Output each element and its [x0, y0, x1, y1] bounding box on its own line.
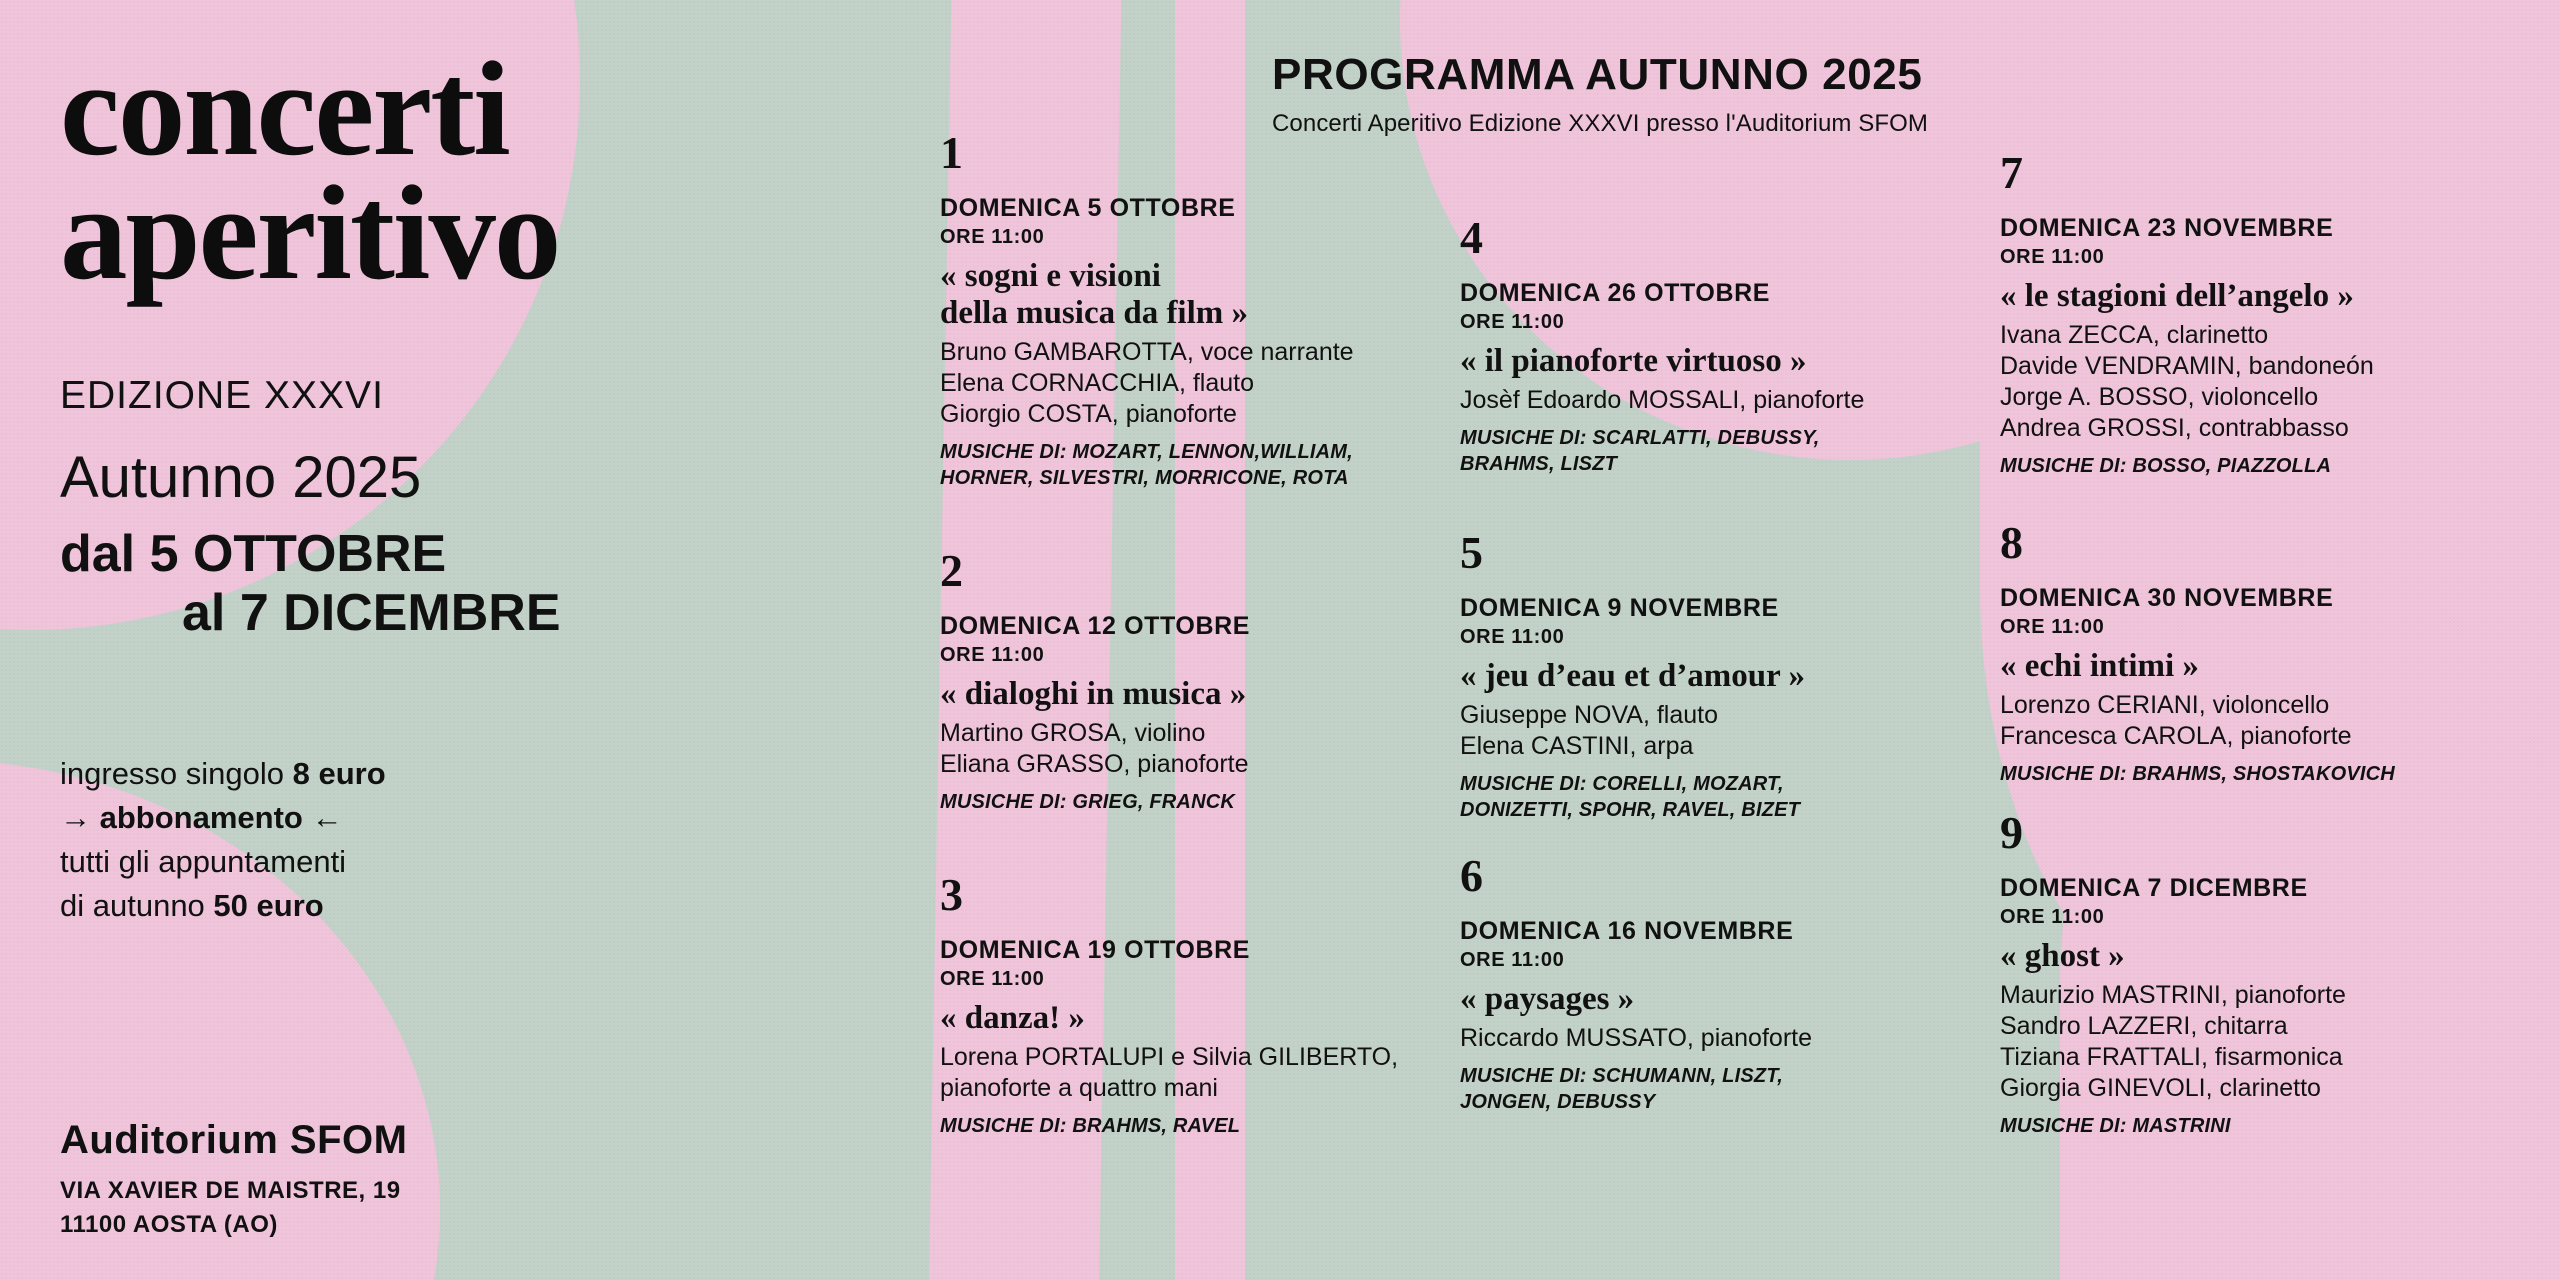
poster-title	[60, 35, 930, 309]
concert-music: MUSICHE DI: MOZART, LENNON,WILLIAM, HORNER, SILVESTRI, MORRICONE, ROTA	[940, 440, 1353, 489]
concert-time: ORE 11:00	[2000, 616, 2105, 638]
concert-performers: Bruno GAMBAROTTA, voce narrante Elena CORNACCHIA, flauto Giorgio COSTA, pianoforte	[940, 337, 1354, 428]
concert-music: MUSICHE DI: BOSSO, PIAZZOLLA	[2000, 454, 2332, 477]
concert-performers: Lorenzo CERIANI, violoncello Francesca CAROLA, pianoforte	[2000, 690, 2352, 750]
title-line-2: aperitivo	[60, 159, 560, 309]
concert-item	[1460, 850, 1930, 1115]
concert-number: 1	[940, 127, 963, 178]
concert-number: 8	[2000, 517, 2023, 568]
concert-number: 2	[940, 545, 963, 596]
concert-music: MUSICHE DI: SCARLATTI, DEBUSSY, BRAHMS, LISZT	[1460, 426, 1820, 475]
concert-number: 7	[2000, 147, 2023, 198]
concert-date: DOMENICA 7 DICEMBRE	[2000, 874, 2308, 902]
concert-music: MUSICHE DI: CORELLI, MOZART, DONIZETTI, SPOHR, RAVEL, BIZET	[1460, 772, 1801, 821]
edition-label: EDIZIONE XXXVI	[60, 374, 384, 418]
concert-time: ORE 11:00	[2000, 246, 2105, 268]
programme-header	[1272, 50, 1928, 138]
concert-name: « il pianoforte virtuoso »	[1460, 343, 1807, 379]
concert-date: DOMENICA 26 OTTOBRE	[1460, 279, 1771, 307]
concert-number: 3	[940, 869, 963, 920]
concert-item	[940, 545, 1410, 815]
concert-item	[940, 869, 1410, 1139]
concert-name: « le stagioni dell’angelo »	[2000, 278, 2354, 314]
concert-time: ORE 11:00	[1460, 311, 1565, 333]
concert-name: « dialoghi in musica »	[940, 676, 1247, 712]
concert-performers: Maurizio MASTRINI, pianoforte Sandro LAZZERI, chitarra Tiziana FRATTALI, fisarmonica Giorgia GINEVOLI, clarinetto	[2000, 980, 2346, 1102]
concert-performers: Martino GROSA, violino Eliana GRASSO, pianoforte	[940, 718, 1249, 778]
concert-number: 6	[1460, 850, 1483, 901]
concert-date: DOMENICA 12 OTTOBRE	[940, 612, 1251, 640]
concert-name: « danza! »	[940, 1000, 1085, 1036]
venue-city: 11100 AOSTA (AO)	[60, 1211, 278, 1238]
date-from: dal 5 OTTOBRE	[60, 525, 447, 584]
concert-date: DOMENICA 5 OTTOBRE	[940, 194, 1236, 222]
price-single-label: ingresso singolo	[60, 755, 293, 791]
pricing-block	[60, 752, 930, 928]
concert-name: « sogni e visioni della musica da film »	[940, 258, 1249, 331]
concert-name: « echi intimi »	[2000, 648, 2199, 684]
season-label: Autunno 2025	[60, 445, 422, 511]
concert-time: ORE 11:00	[940, 226, 1045, 248]
concert-time: ORE 11:00	[940, 644, 1045, 666]
subscription-line-2	[60, 884, 930, 928]
subscription-line-1: tutti gli appuntamenti	[60, 843, 347, 879]
concert-time: ORE 11:00	[1460, 626, 1565, 648]
concert-music: MUSICHE DI: MASTRINI	[2000, 1114, 2231, 1137]
price-single-row	[60, 752, 930, 796]
concert-grid	[940, 127, 2520, 1250]
concert-item	[1460, 527, 1930, 823]
concert-item	[2000, 517, 2470, 787]
venue-name: Auditorium SFOM	[60, 1118, 408, 1162]
concert-item	[940, 127, 1410, 491]
title-line-1: concerti	[60, 35, 509, 184]
subscription-price-value: 50 euro	[213, 887, 324, 923]
concert-time: ORE 11:00	[2000, 906, 2105, 928]
concert-name: « ghost »	[2000, 938, 2125, 974]
concert-performers: Lorena PORTALUPI e Silvia GILIBERTO, pianoforte a quattro mani	[940, 1042, 1399, 1102]
concert-music: MUSICHE DI: SCHUMANN, LISZT, JONGEN, DEBUSSY	[1460, 1064, 1783, 1113]
concert-number: 4	[1460, 212, 1483, 263]
venue-block	[60, 1118, 407, 1239]
concert-time: ORE 11:00	[1460, 949, 1565, 971]
concert-date: DOMENICA 9 NOVEMBRE	[1460, 594, 1779, 622]
concert-performers: Josèf Edoardo MOSSALI, pianoforte	[1460, 385, 1865, 414]
subscription-line-2-label: di autunno	[60, 887, 214, 923]
concert-name: « jeu d’eau et d’amour »	[1460, 658, 1805, 694]
concert-number: 5	[1460, 527, 1483, 578]
concert-performers: Ivana ZECCA, clarinetto Davide VENDRAMIN, bandoneón Jorge A. BOSSO, violoncello Andrea GROSSI, contrabbasso	[2000, 320, 2374, 442]
concert-item	[1460, 212, 1930, 477]
concert-music: MUSICHE DI: BRAHMS, SHOSTAKOVICH	[2000, 762, 2395, 785]
concert-performers: Riccardo MUSSATO, pianoforte	[1460, 1023, 1812, 1052]
concert-music: MUSICHE DI: GRIEG, FRANCK	[940, 790, 1235, 813]
concert-date: DOMENICA 16 NOVEMBRE	[1460, 917, 1794, 945]
concert-item	[2000, 807, 2470, 1139]
concert-performers: Giuseppe NOVA, flauto Elena CASTINI, arpa	[1460, 700, 1719, 760]
concert-item	[2000, 147, 2470, 479]
venue-address: VIA XAVIER DE MAISTRE, 19	[60, 1177, 401, 1204]
programme-title: PROGRAMMA AUTUNNO 2025	[1272, 50, 1923, 99]
programme-subtitle: Concerti Aperitivo Edizione XXXVI presso l'Auditorium SFOM	[1272, 110, 1928, 137]
price-single-value: 8 euro	[292, 755, 386, 791]
subscription-label: → abbonamento ←	[60, 799, 343, 835]
concert-number: 9	[2000, 807, 2023, 858]
poster-left-column	[60, 35, 930, 928]
concert-music: MUSICHE DI: BRAHMS, RAVEL	[940, 1114, 1241, 1137]
concert-time: ORE 11:00	[940, 968, 1045, 990]
concert-name: « paysages »	[1460, 981, 1635, 1017]
concert-date: DOMENICA 19 OTTOBRE	[940, 936, 1251, 964]
concert-date: DOMENICA 30 NOVEMBRE	[2000, 584, 2334, 612]
concert-date: DOMENICA 23 NOVEMBRE	[2000, 214, 2334, 242]
date-range	[60, 525, 930, 641]
date-to: al 7 DICEMBRE	[182, 583, 561, 642]
